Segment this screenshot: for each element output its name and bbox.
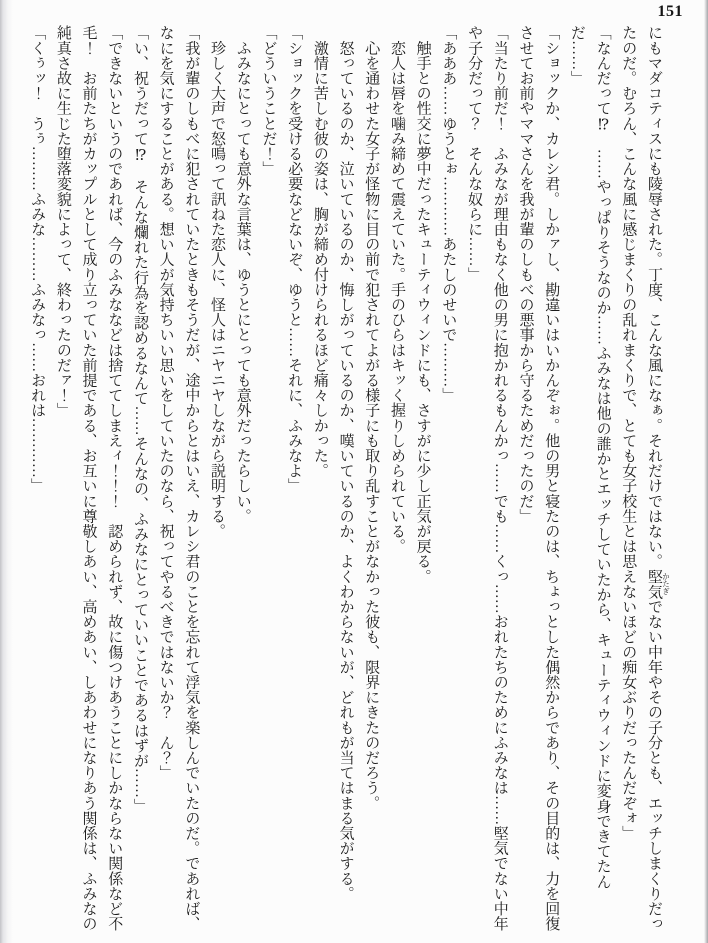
paragraph-dialogue: 「あああ……ゆうとぉ…………あたしのせいで………」 [440, 25, 457, 403]
paragraph-narration: 珍しく大声で怒鳴って訊ねた恋人に、怪人はニヤニヤしながら説明する。 [209, 25, 226, 539]
paragraph-continuation-pre: にもマダコティスにも陵辱された。丁度、こんな風になぁ。それだけではない。 [646, 25, 662, 569]
paragraph-dialogue: 「できないというのであれば、今のふみななどは捨ててしまえィ！！！ 認められず、故に傷つけあうことにしかならない関係など不毛！ お前たちがカップルとして成り立っていた前提である、お互いに尊敬しあい、高めあい、しあわせになりあう関係は、ふみなの純真さ故に生じた堕落変貌によって、終わったのだァ！」 [54, 25, 123, 931]
paragraph-dialogue: 「なんだって⁉ ……やっぱりそうなのか……ふみなは他の誰かとエッチしていたから、キューティウィンドに変身できてたんだ……」 [568, 25, 611, 889]
furigana-ruby [646, 568, 671, 599]
paragraph-continuation-post: でない中年やその子分とも、エッチしまくりだったのだ。むろん、こんな風に感じまくりの乱れまくりで、とても女子校生とは思えないほどの痴女ぶりだったんだぞォ」 [620, 25, 662, 932]
paragraph-continuation [615, 25, 670, 931]
paragraph-narration: 心を通わせた女子が怪物に目の前で犯されてよがる様子にも取り乱すことがなかった彼も、限界にきたのだろう。 [363, 25, 380, 811]
ruby-base-kanji: 堅気 [646, 568, 662, 599]
paragraph-dialogue: 「ショックを受ける必要などないぞ、ゆうと……それに、ふみなよ」 [286, 25, 303, 494]
paragraph-dialogue: 「くぅッ！ うぅ………ふみな………ふみなっ……おれは…………」 [29, 25, 46, 494]
paragraph-narration: ふみなにとっても意外な言葉は、ゆうとにとっても意外だったらしい。 [234, 25, 251, 524]
paragraph-narration: 怒っているのか、泣いているのか、悔しがっているのか、嘆いているのか、よくわからないが、どれもが当てはまる気がする。 [337, 25, 354, 901]
paragraph-dialogue: 「い、祝うだって⁉ そんな爛れた行為を認めるなんて……そんなの、ふみなにとっていいことであるはずが……」 [131, 25, 148, 814]
page-number: 151 [657, 3, 683, 20]
paragraph-narration: 恋人は唇を噛み締めて震えていた。手のひらはキッく握りしめられている。 [388, 25, 405, 554]
paragraph-dialogue: 「我が輩のしもべに犯されていたときもそうだが、途中からとはいえ、カレシ君のことを忘れて浮気を楽しんでいたのだ。であれば、なにを気にすることがある。想い人が気持ちいい思いをしていたのなら、祝ってやるべきではないか？ ん？」 [157, 25, 200, 931]
paragraph-dialogue: 「どういうことだ！」 [260, 25, 277, 176]
vertical-text-block [23, 25, 670, 931]
paragraph-narration: 触手との性交に夢中だったキューティウィンドにも、さすがに少し正気が戻る。 [414, 25, 431, 584]
paragraph-narration: 激情に苦しむ彼の姿は、胸が締め付けられるほど痛々しかった。 [311, 25, 328, 478]
paragraph-dialogue: 「ショックか、カレシ君。しかァし、勘違いはいかんぞぉ。他の男と寝たのは、ちょっとした偶然からであり、その目的は、力を回復させてお前やママさんを我が輩のしもべの悪事から守るためだったのだ」 [517, 25, 560, 931]
paragraph-dialogue: 「当たり前だ！ ふみなが理由もなく他の男に抱かれるもんかっ……でも……くっ……おれたちのためにふみなは……堅気でない中年や子分だって？ そんな奴らに……」 [466, 25, 508, 931]
furigana-text: かたぎ [661, 568, 671, 599]
